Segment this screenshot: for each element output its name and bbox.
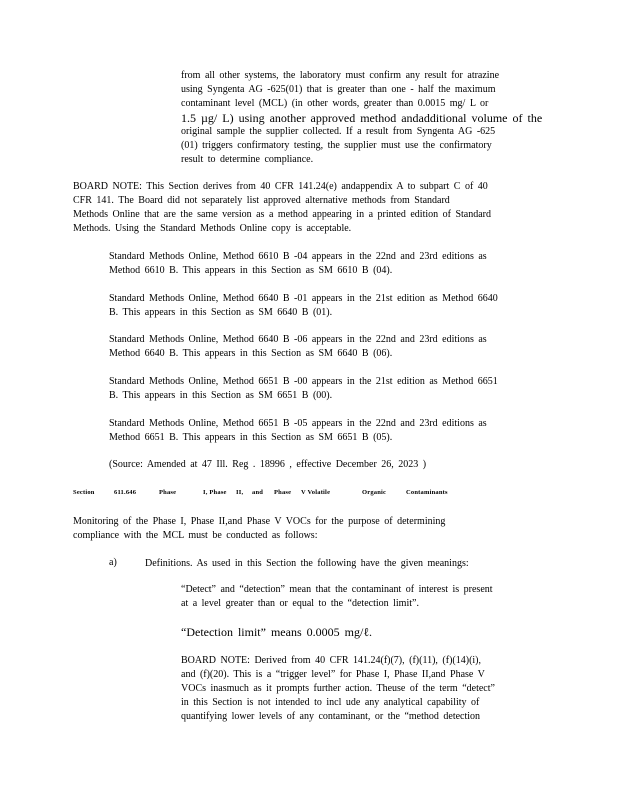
text-line: Methods. Using the Standard Methods Online copy is acceptable. [73,223,352,234]
section-heading [73,489,543,499]
subsection-label-a: a) [109,557,117,568]
sm-entry-6651-b-05 [109,417,539,445]
text-line: Method 6651 B. This appears in this Section as SM 6651 B (05). [109,432,393,443]
text-line: Standard Methods Online, Method 6651 B -05 appears in the 22nd and 23rd editions as [109,418,487,429]
text-line: Method 6610 B. This appears in this Section as SM 6610 B (04). [109,265,393,276]
board-note-standard-methods [73,180,543,236]
text-line: BOARD NOTE: This Section derives from 40 CFR 141.24(e) andappendix A to subpart C of 40 [73,181,488,192]
text-line: Standard Methods Online, Method 6651 B -00 appears in the 21st edition as Method 6651 [109,376,498,387]
detect-definition [181,583,531,611]
detection-limit-definition [181,625,531,639]
heading-word: Phase [159,489,177,496]
text-line: Monitoring of the Phase I, Phase II,and Phase V VOCs for the purpose of determining [73,516,446,527]
text-line: Method 6640 B. This appears in this Section as SM 6640 B (06). [109,348,393,359]
heading-word: II, [236,489,244,496]
section-word: Section [73,489,95,496]
text-line: result to determine compliance. [181,154,314,165]
text-line: “Detect” and “detection” mean that the contaminant of interest is present [181,584,493,595]
board-note-trigger-level [181,654,531,724]
text-line: B. This appears in this Section as SM 6651 B (00). [109,390,333,401]
text-line: original sample the supplier collected. If a result from Syngenta AG -625 [181,126,496,137]
heading-word: I, Phase [203,489,227,496]
sm-entry-6640-b-06 [109,333,539,361]
heading-word: Organic [362,489,387,496]
section-number: 611.646 [114,489,137,496]
heading-word: Contaminants [406,489,448,496]
text-line: from all other systems, the laboratory must confirm any result for atrazine [181,70,500,81]
text-line: contaminant level (MCL) (in other words, greater than 0.0015 mg/ L or [181,98,489,109]
text-line: and (f)(20). This is a “trigger level” for Phase I, Phase II,and Phase V [181,669,485,680]
source-note [109,458,539,472]
heading-word: and [252,489,264,496]
text-line: Definitions. As used in this Section the following have the given meanings: [145,558,469,569]
text-line: B. This appears in this Section as SM 6640 B (01). [109,307,333,318]
text-line: Standard Methods Online, Method 6640 B -01 appears in the 21st edition as Method 6640 [109,293,498,304]
heading-word: Phase [274,489,292,496]
text-line: VOCs inasmuch as it prompts further action. Theuse of the term “detect” [181,683,495,694]
sm-entry-6610-b-04 [109,250,539,278]
text-line: Standard Methods Online, Method 6640 B -06 appears in the 22nd and 23rd editions as [109,334,487,345]
text-line: using Syngenta AG -625(01) that is greater than one - half the maximum [181,84,496,95]
text-line: (01) triggers confirmatory testing, the supplier must use the confirmatory [181,140,492,151]
text-line: compliance with the MCL must be conducted as follows: [73,530,318,541]
sm-entry-6640-b-01 [109,292,539,320]
text-line: Methods Online that are the same version as a method appearing in a printed edition of Standard [73,209,492,220]
text-line: 1.5 µg/ L) using another approved method andadditional volume of the [181,111,543,125]
heading-word: V Volatile [301,489,331,496]
definitions-heading [145,557,545,571]
text-line: “Detection limit” means 0.0005 mg/ℓ. [181,625,373,639]
text-line: Standard Methods Online, Method 6610 B -04 appears in the 22nd and 23rd editions as [109,251,487,262]
text-line: in this Section is not intended to incl ude any analytical capability of [181,697,480,708]
monitoring-paragraph [73,515,503,543]
text-line: quantifying lower levels of any contaminant, or the “method detection [181,711,481,722]
text-line: (Source: Amended at 47 Ill. Reg . 18996 , effective December 26, 2023 ) [109,459,427,470]
sm-entry-6651-b-00 [109,375,539,403]
atrazine-confirmation-paragraph [181,69,543,167]
text-line: BOARD NOTE: Derived from 40 CFR 141.24(f)(7), (f)(11), (f)(14)(i), [181,655,482,666]
text-line: at a level greater than or equal to the “detection limit”. [181,598,419,609]
text-line: CFR 141. The Board did not separately list approved alternative methods from Standard [73,195,450,206]
